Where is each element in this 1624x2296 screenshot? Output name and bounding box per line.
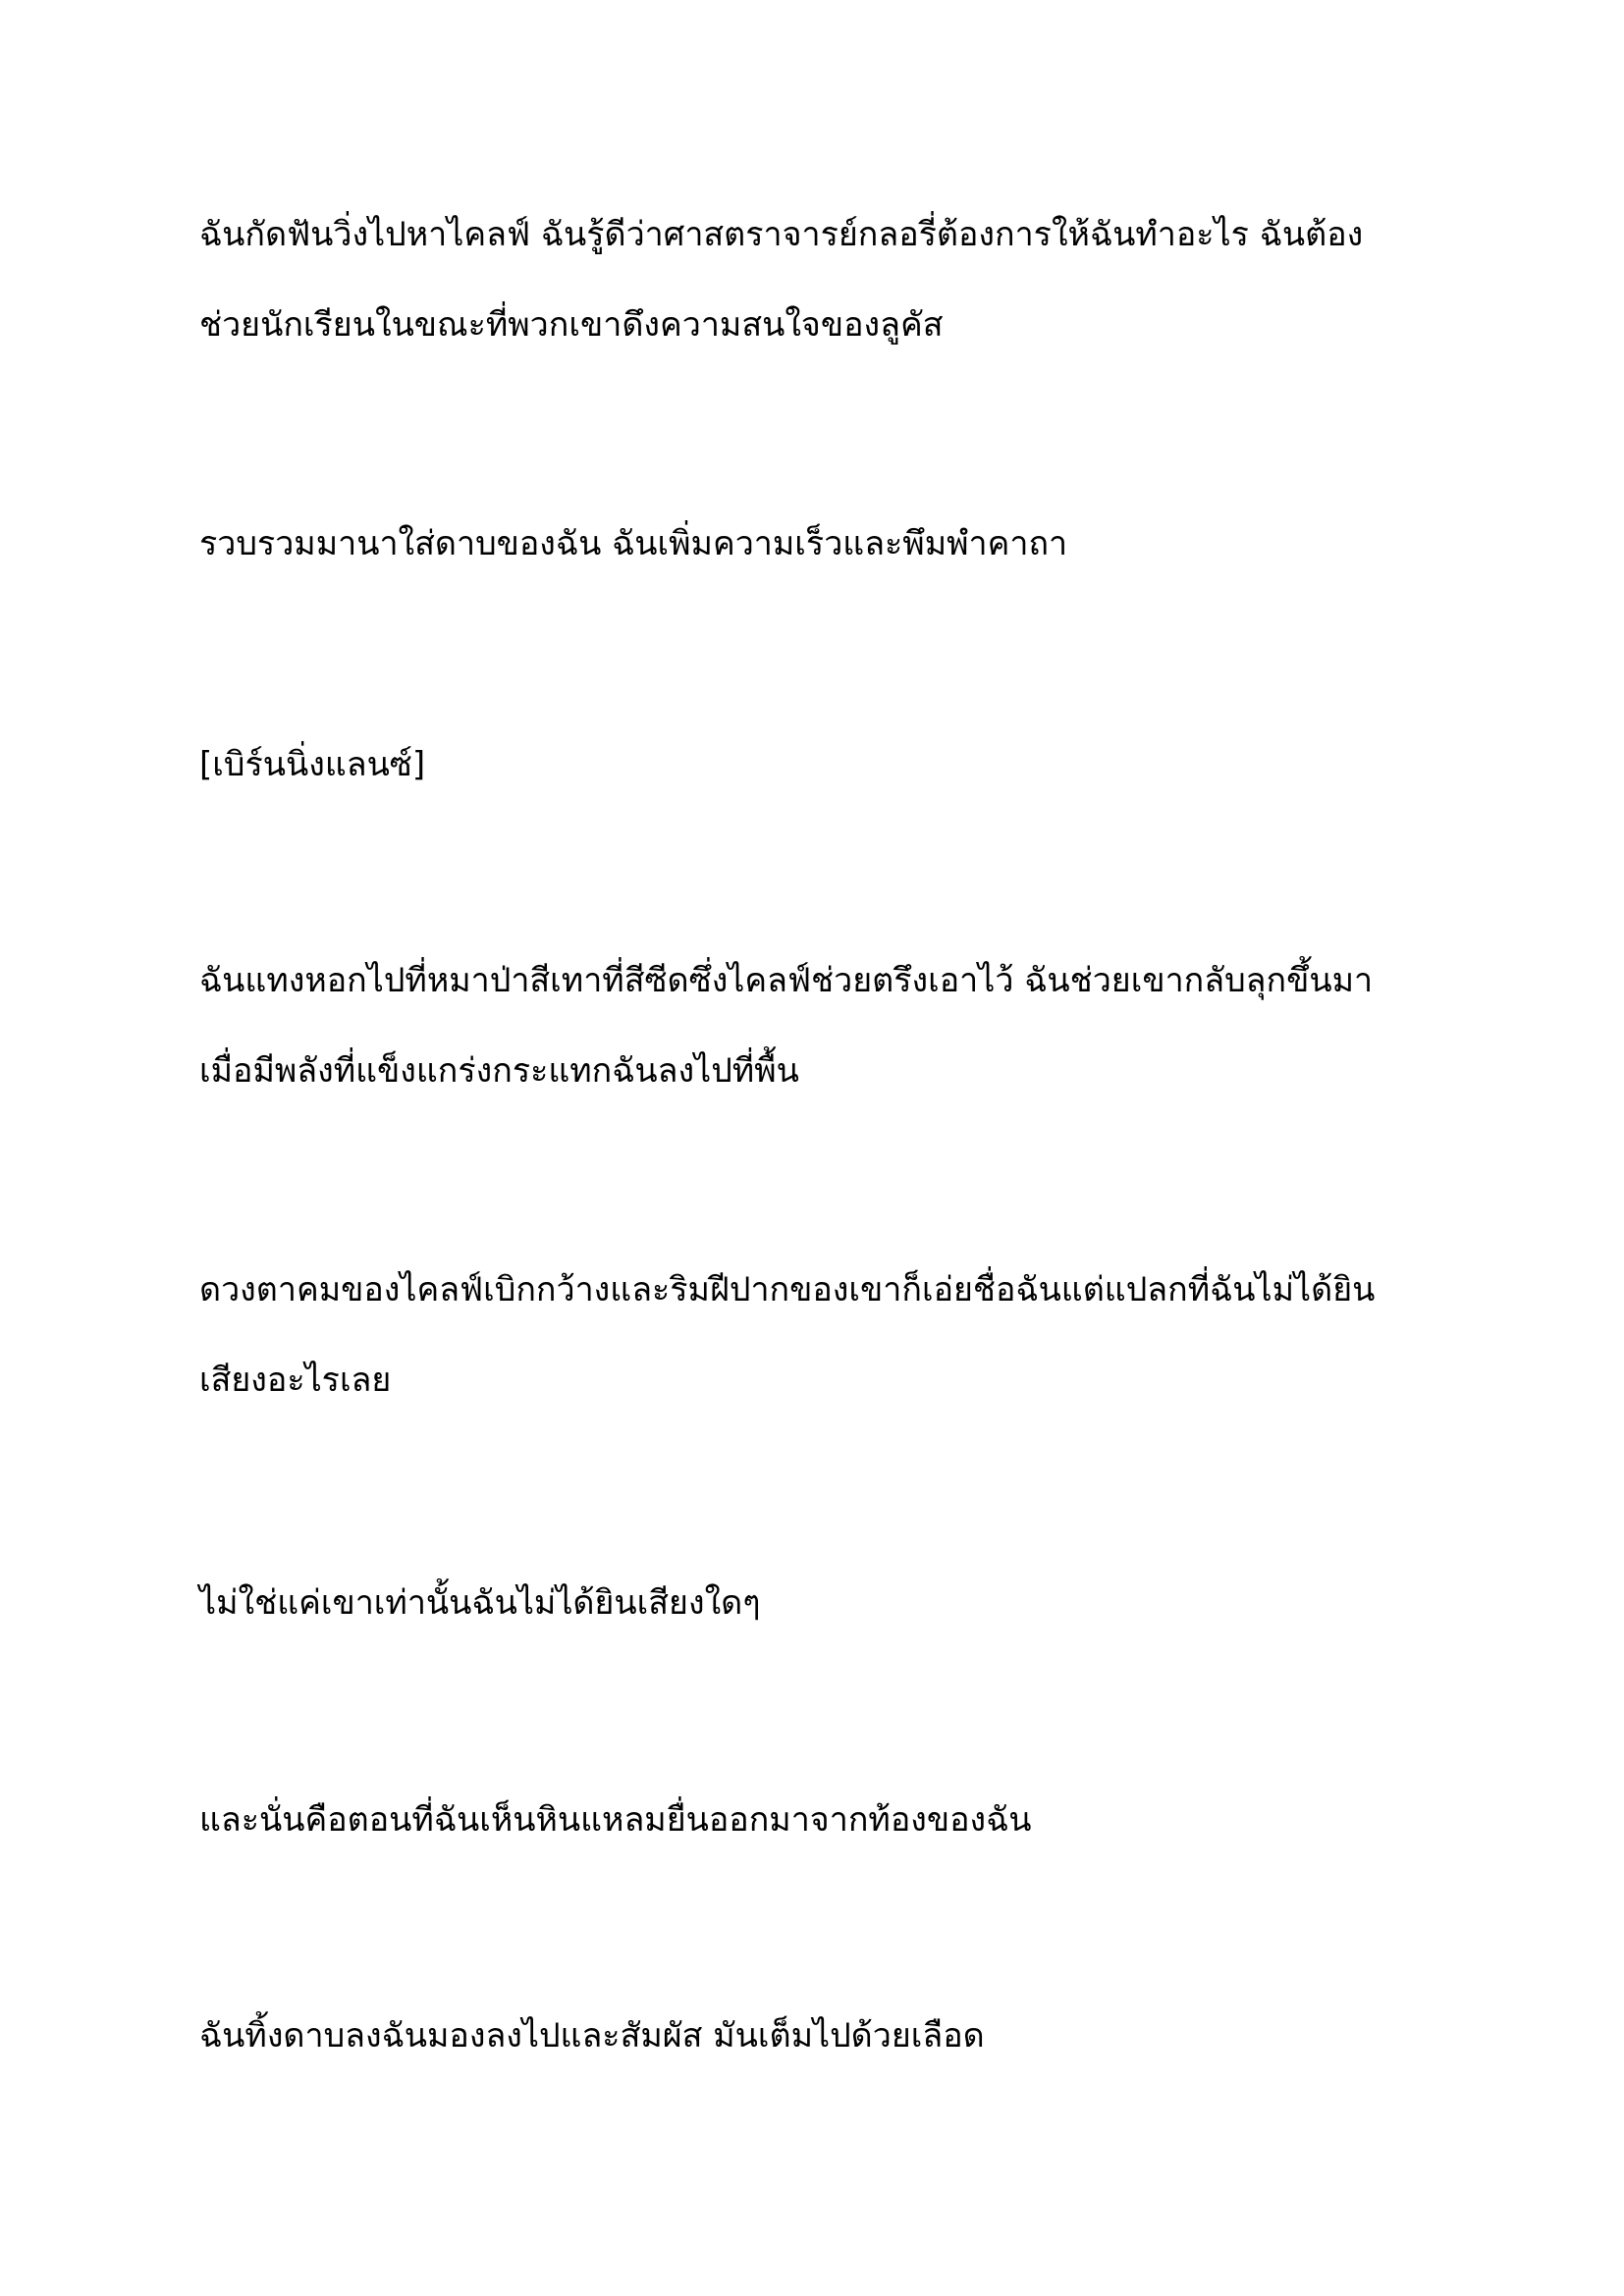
- paragraph-line: ฉันทิ้งดาบลงฉันมองลงไปและสัมผัส มันเต็มไปด้วยเลือด: [199, 2016, 985, 2056]
- paragraph-line: ดวงตาคมของไคลฟ์เบิกกว้างและริมฝีปากของเขาก็เอ่ยชื่อฉันแต่แปลกที่ฉันไม่ได้ยิน: [199, 1270, 1376, 1309]
- paragraph-line: เสียงอะไรเลย: [199, 1361, 392, 1400]
- paragraph-1: [199, 189, 1436, 370]
- paragraph-line: เมื่อมีพลังที่แข็งแกร่งกระแทกฉันลงไปที่พื้น: [199, 1051, 799, 1091]
- paragraph-line: ไม่ใช่แค่เขาเท่านั้นฉันไม่ได้ยินเสียงใดๆ: [199, 1583, 761, 1623]
- paragraph-6: [199, 1558, 1436, 1648]
- paragraph-line: ฉันแทงหอกไปที่หมาป่าสีเทาที่สีซีดซึ่งไคลฟ์ช่วยตรึงเอาไว้ ฉันช่วยเขากลับลุกขึ้นมา: [199, 961, 1374, 1000]
- paragraph-3: [199, 720, 1436, 810]
- paragraph-8: [199, 1991, 1436, 2081]
- paragraph-line: รวบรวมมานาใส่ดาบของฉัน ฉันเพิ่มความเร็วและพึมพำคาถา: [199, 524, 1068, 563]
- paragraph-line: [เบิร์นนิ่งแลนซ์]: [199, 745, 426, 784]
- paragraph-5: [199, 1245, 1436, 1425]
- paragraph-line: ฉันกัดฟันวิ่งไปหาไคลฟ์ ฉันรู้ดีว่าศาสตราจารย์กลอรี่ต้องการให้ฉันทำอะไร ฉันต้อง: [199, 215, 1364, 254]
- paragraph-line: ช่วยนักเรียนในขณะที่พวกเขาดึงความสนใจของลูคัส: [199, 305, 944, 345]
- paragraph-2: [199, 499, 1436, 589]
- paragraph-4: [199, 935, 1436, 1116]
- paragraph-line: และนั่นคือตอนที่ฉันเห็นหินแหลมยื่นออกมาจากท้องของฉัน: [199, 1800, 1032, 1840]
- paragraph-7: [199, 1775, 1436, 1865]
